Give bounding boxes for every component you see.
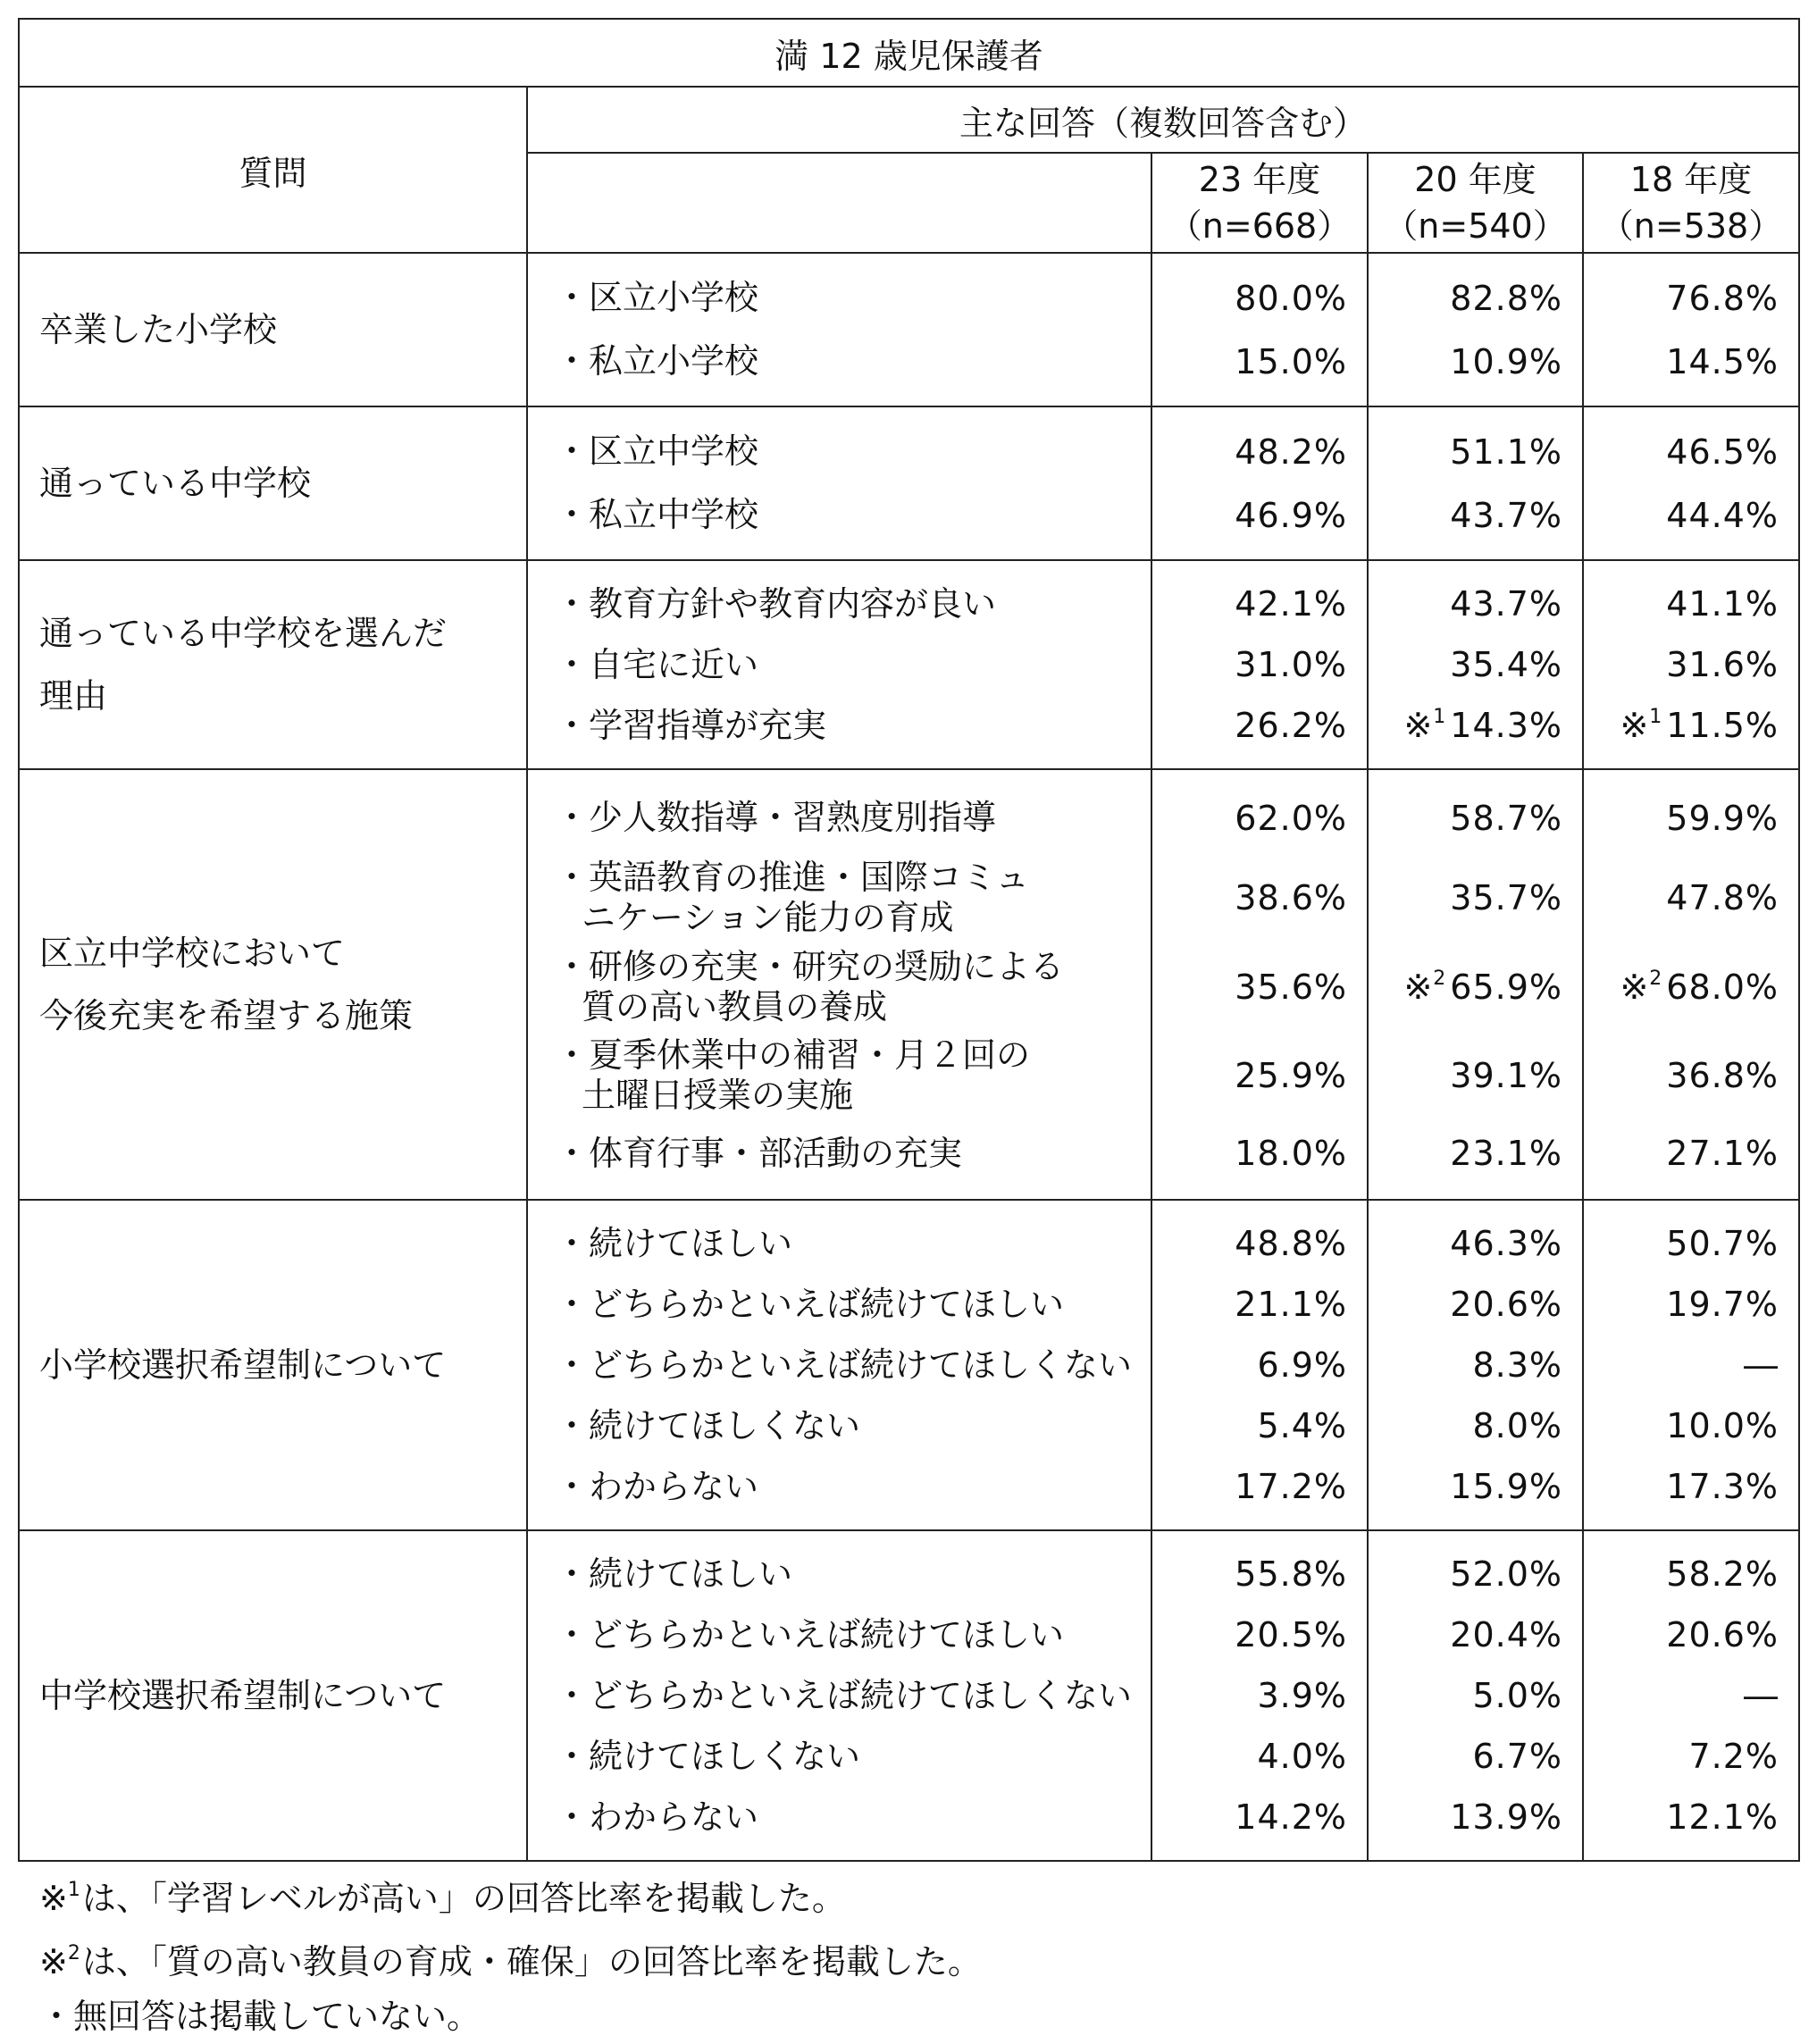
value-cell-v23: [1152, 1395, 1367, 1456]
value-cell-v23: [1152, 1031, 1367, 1120]
value-cell-v18: [1584, 1031, 1798, 1120]
values-column-v18: [1583, 406, 1799, 560]
year-header: [1583, 153, 1799, 253]
answer-text: ・どちらかといえば続けてほしい: [555, 1284, 1065, 1324]
answer-text: ・自宅に近い: [555, 644, 759, 684]
answer-text: ・続けてほしくない: [555, 1405, 861, 1445]
answer-item: [528, 1213, 1151, 1274]
footnote: [39, 1926, 982, 1990]
question-group-row: [19, 1530, 1799, 1861]
answer-item: [528, 1604, 1151, 1665]
percentage-value: 10.9%: [1450, 341, 1562, 381]
percentage-value: 18.0%: [1235, 1134, 1347, 1173]
answer-text: 土曜日授業の実施: [582, 1076, 854, 1115]
question-text: 小学校選択希望制について: [39, 1345, 447, 1385]
value-cell-v23: [1152, 1213, 1367, 1274]
answer-text: ・私立小学校: [555, 341, 759, 381]
percentage-value: 48.8%: [1235, 1224, 1347, 1263]
percentage-value: 35.4%: [1450, 645, 1562, 684]
percentage-value: 3.9%: [1257, 1676, 1347, 1715]
answer-column: [527, 769, 1151, 1200]
value-cell-v18: [1584, 574, 1798, 634]
percentage-value: 7.2%: [1688, 1737, 1779, 1776]
percentage-value: 48.2%: [1235, 431, 1347, 472]
question-cell: [19, 253, 527, 406]
value-cell-v23: [1152, 574, 1367, 634]
values-column-v23: [1151, 769, 1368, 1200]
question-group-row: [19, 1200, 1799, 1530]
percentage-value: 10.0%: [1666, 1406, 1779, 1445]
question-cell: [19, 1200, 527, 1530]
percentage-value: 19.7%: [1666, 1285, 1779, 1324]
value-cell-v18: [1584, 1726, 1798, 1787]
sample-size: （n=668）: [1168, 206, 1352, 246]
answer-text: ・体育行事・部活動の充実: [555, 1133, 963, 1173]
percentage-value: 15.9%: [1450, 1467, 1562, 1506]
percentage-value: 82.8%: [1450, 278, 1562, 318]
percentage-value: 52.0%: [1450, 1554, 1562, 1594]
value-cell-v20: [1369, 853, 1582, 942]
footnote: [39, 1863, 982, 1926]
percentage-value: ―: [1744, 1676, 1779, 1715]
percentage-value: 35.6%: [1235, 967, 1347, 1007]
values-column-v23: [1151, 1530, 1368, 1861]
value-cell-v20: [1369, 1031, 1582, 1120]
answer-text: ・少人数指導・習熟度別指導: [555, 798, 997, 837]
answer-text: ・どちらかといえば続けてほしくない: [555, 1675, 1133, 1715]
percentage-value: 55.8%: [1235, 1554, 1347, 1594]
value-cell-v18: [1584, 783, 1798, 853]
percentage-value: 14.3%: [1450, 706, 1562, 745]
value-cell-v23: [1152, 1120, 1367, 1186]
percentage-value: 15.0%: [1235, 341, 1347, 381]
value-cell-v23: [1152, 1665, 1367, 1726]
value-cell-v20: [1369, 1726, 1582, 1787]
percentage-value: 35.7%: [1450, 878, 1562, 917]
answer-text: ・英語教育の推進・国際コミュ: [555, 858, 1030, 897]
percentage-value: 58.2%: [1666, 1554, 1779, 1594]
question-cell: [19, 1530, 527, 1861]
year-header: [1368, 153, 1583, 253]
values-column-v20: [1368, 560, 1583, 769]
note-number: 2: [1433, 967, 1447, 990]
value-cell-v20: [1369, 1665, 1582, 1726]
footnote-text: ・無回答は掲載していない。: [39, 1997, 481, 2036]
question-text: 通っている中学校: [39, 464, 312, 503]
value-cell-v18: [1584, 330, 1798, 393]
answer-item: [528, 634, 1151, 695]
percentage-value: 20.6%: [1666, 1615, 1779, 1654]
survey-table: [18, 18, 1800, 1862]
note-mark: ※: [39, 1879, 68, 1918]
value-cell-v18: [1584, 483, 1798, 547]
percentage-value: 17.3%: [1666, 1467, 1779, 1506]
percentage-value: 14.5%: [1666, 341, 1779, 381]
answer-item: [528, 1665, 1151, 1726]
answer-item: [528, 1274, 1151, 1335]
question-text: 卒業した小学校: [39, 310, 278, 349]
answer-text: ・区立小学校: [555, 278, 759, 317]
value-cell-v20: [1369, 1787, 1582, 1847]
value-cell-v20: [1369, 783, 1582, 853]
value-cell-v18: [1584, 1395, 1798, 1456]
answer-item: [528, 330, 1151, 393]
values-column-v20: [1368, 406, 1583, 560]
percentage-value: 47.8%: [1666, 878, 1779, 917]
answer-text: ・どちらかといえば続けてほしくない: [555, 1345, 1133, 1385]
answer-text: ・わからない: [555, 1797, 759, 1837]
value-cell-v23: [1152, 1335, 1367, 1395]
note-number: 2: [67, 1942, 80, 1964]
values-column-v18: [1583, 769, 1799, 1200]
value-cell-v20: [1369, 1544, 1582, 1604]
percentage-value: 4.0%: [1257, 1737, 1347, 1776]
percentage-value: 58.7%: [1450, 798, 1562, 838]
value-cell-v23: [1152, 853, 1367, 942]
percentage-value: 80.0%: [1235, 278, 1347, 318]
answer-item: [528, 1120, 1151, 1186]
value-cell-v18: [1584, 1335, 1798, 1395]
sample-size: （n=538）: [1599, 206, 1783, 246]
percentage-value: 31.0%: [1235, 645, 1347, 684]
percentage-value: 12.1%: [1666, 1797, 1779, 1837]
percentage-value: 42.1%: [1235, 584, 1347, 624]
question-text: 今後充実を希望する施策: [39, 996, 414, 1035]
value-cell-v23: [1152, 695, 1367, 756]
value-cell-v18: [1584, 420, 1798, 483]
percentage-value: 27.1%: [1666, 1134, 1779, 1173]
value-cell-v20: [1369, 1213, 1582, 1274]
value-cell-v18: [1584, 1787, 1798, 1847]
value-cell-v20: [1369, 483, 1582, 547]
value-cell-v20: [1369, 1604, 1582, 1665]
answer-item: [528, 1787, 1151, 1847]
percentage-value: 17.2%: [1235, 1467, 1347, 1506]
values-column-v18: [1583, 1200, 1799, 1530]
percentage-value: 65.9%: [1450, 967, 1562, 1007]
answer-text: ・私立中学校: [555, 495, 759, 534]
answer-item: [528, 1726, 1151, 1787]
percentage-value: 8.0%: [1472, 1406, 1562, 1445]
percentage-value: 8.3%: [1472, 1345, 1562, 1385]
question-group-row: [19, 560, 1799, 769]
answer-item: [528, 783, 1151, 853]
answer-text: ニケーション能力の育成: [582, 898, 954, 937]
percentage-value: 5.0%: [1472, 1676, 1562, 1715]
percentage-value: 20.5%: [1235, 1615, 1347, 1654]
answer-column: [527, 1200, 1151, 1530]
value-cell-v23: [1152, 783, 1367, 853]
values-column-v20: [1368, 1530, 1583, 1861]
year-header: [1151, 153, 1368, 253]
answer-text: ・どちらかといえば続けてほしい: [555, 1614, 1065, 1654]
survey-table-wrapper: [18, 18, 1798, 1862]
question-text: 通っている中学校を選んだ: [39, 614, 448, 653]
answer-item: [528, 1456, 1151, 1517]
footnote-text: は、「学習レベルが高い」の回答比率を掲載した。: [81, 1879, 846, 1918]
answer-text: ・夏季休業中の補習・月２回の: [555, 1035, 1031, 1075]
answer-text: 質の高い教員の養成: [582, 986, 888, 1026]
note-mark: ※: [39, 1942, 68, 1981]
sample-size: （n=540）: [1384, 206, 1567, 246]
value-cell-v20: [1369, 1456, 1582, 1517]
percentage-value: 43.7%: [1450, 495, 1562, 535]
percentage-value: 6.9%: [1257, 1345, 1347, 1385]
value-cell-v23: [1152, 266, 1367, 330]
values-column-v23: [1151, 560, 1368, 769]
answer-item: [528, 942, 1151, 1031]
note-mark: ※: [1403, 706, 1434, 745]
question-group-row: [19, 406, 1799, 560]
percentage-value: 46.9%: [1235, 495, 1347, 535]
note-mark: ※: [1620, 967, 1650, 1007]
note-mark: ※: [1620, 706, 1650, 745]
value-cell-v23: [1152, 1274, 1367, 1335]
value-cell-v20: [1369, 695, 1582, 756]
percentage-value: ―: [1744, 1345, 1779, 1385]
answer-item: [528, 695, 1151, 756]
value-cell-v23: [1152, 483, 1367, 547]
values-column-v23: [1151, 253, 1368, 406]
answer-label-blank-cell: [527, 153, 1151, 253]
footnote: [39, 1990, 982, 2044]
value-cell-v23: [1152, 1787, 1367, 1847]
value-cell-v18: [1584, 695, 1798, 756]
year-label: 23 年度: [1198, 160, 1321, 199]
note-number: 1: [67, 1879, 80, 1901]
percentage-value: 25.9%: [1235, 1056, 1347, 1095]
value-cell-v18: [1584, 266, 1798, 330]
answer-text: ・続けてほしくない: [555, 1736, 861, 1776]
percentage-value: 43.7%: [1450, 584, 1562, 624]
percentage-value: 38.6%: [1235, 878, 1347, 917]
percentage-value: 41.1%: [1666, 584, 1779, 624]
value-cell-v23: [1152, 420, 1367, 483]
value-cell-v20: [1369, 330, 1582, 393]
footnotes: [39, 1863, 982, 2044]
answer-item: [528, 266, 1151, 330]
question-cell: [19, 406, 527, 560]
percentage-value: 21.1%: [1235, 1285, 1347, 1324]
percentage-value: 68.0%: [1666, 967, 1779, 1007]
value-cell-v23: [1152, 634, 1367, 695]
value-cell-v18: [1584, 1544, 1798, 1604]
question-cell: [19, 560, 527, 769]
question-text: 中学校選択希望制について: [39, 1676, 447, 1715]
value-cell-v18: [1584, 634, 1798, 695]
percentage-value: 6.7%: [1472, 1737, 1562, 1776]
value-cell-v18: [1584, 1120, 1798, 1186]
answer-item: [528, 1031, 1151, 1120]
value-cell-v18: [1584, 1274, 1798, 1335]
answer-item: [528, 574, 1151, 634]
year-label: 20 年度: [1414, 160, 1536, 199]
values-column-v23: [1151, 1200, 1368, 1530]
percentage-value: 36.8%: [1666, 1056, 1779, 1095]
value-cell-v18: [1584, 1665, 1798, 1726]
value-cell-v23: [1152, 1604, 1367, 1665]
value-cell-v18: [1584, 1604, 1798, 1665]
value-cell-v23: [1152, 942, 1367, 1031]
percentage-value: 23.1%: [1450, 1134, 1562, 1173]
percentage-value: 51.1%: [1450, 431, 1562, 472]
answer-header: 主な回答（複数回答含む）: [527, 87, 1799, 153]
values-column-v20: [1368, 1200, 1583, 1530]
note-number: 1: [1649, 706, 1663, 728]
value-cell-v20: [1369, 266, 1582, 330]
percentage-value: 62.0%: [1235, 798, 1347, 838]
answer-column: [527, 1530, 1151, 1861]
value-cell-v23: [1152, 1726, 1367, 1787]
question-cell: [19, 769, 527, 1200]
answer-text: ・教育方針や教育内容が良い: [555, 583, 997, 624]
answer-item: [528, 420, 1151, 483]
percentage-value: 13.9%: [1450, 1797, 1562, 1837]
value-cell-v20: [1369, 1274, 1582, 1335]
percentage-value: 20.4%: [1450, 1615, 1562, 1654]
year-label: 18 年度: [1629, 160, 1753, 199]
answer-column: [527, 253, 1151, 406]
percentage-value: 59.9%: [1666, 798, 1779, 838]
value-cell-v23: [1152, 1456, 1367, 1517]
percentage-value: 5.4%: [1257, 1406, 1347, 1445]
question-text: 理由: [39, 676, 108, 716]
value-cell-v20: [1369, 634, 1582, 695]
value-cell-v18: [1584, 942, 1798, 1031]
value-cell-v20: [1369, 1335, 1582, 1395]
answer-item: [528, 483, 1151, 547]
answer-column: [527, 406, 1151, 560]
note-mark: ※: [1403, 967, 1434, 1007]
answer-item: [528, 853, 1151, 942]
question-text: 区立中学校において: [39, 934, 346, 973]
value-cell-v18: [1584, 1456, 1798, 1517]
percentage-value: 26.2%: [1235, 706, 1347, 745]
percentage-value: 14.2%: [1235, 1797, 1347, 1837]
answer-column: [527, 560, 1151, 769]
values-column-v20: [1368, 253, 1583, 406]
answer-text: ・研修の充実・研究の奨励による: [555, 946, 1065, 986]
values-column-v20: [1368, 769, 1583, 1200]
percentage-value: 46.3%: [1450, 1224, 1562, 1263]
value-cell-v20: [1369, 942, 1582, 1031]
value-cell-v18: [1584, 1213, 1798, 1274]
answer-item: [528, 1335, 1151, 1395]
values-column-v23: [1151, 406, 1368, 560]
percentage-value: 50.7%: [1666, 1224, 1779, 1263]
percentage-value: 11.5%: [1666, 706, 1779, 745]
question-header: 質問: [19, 87, 527, 253]
table-title: 満 12 歳児保護者: [19, 19, 1799, 87]
footnote-text: は、「質の高い教員の育成・確保」の回答比率を掲載した。: [81, 1942, 982, 1981]
value-cell-v23: [1152, 330, 1367, 393]
note-number: 1: [1433, 706, 1447, 728]
percentage-value: 46.5%: [1666, 431, 1779, 472]
value-cell-v20: [1369, 1395, 1582, 1456]
answer-text: ・学習指導が充実: [555, 705, 827, 745]
percentage-value: 20.6%: [1450, 1285, 1562, 1324]
values-column-v18: [1583, 253, 1799, 406]
percentage-value: 44.4%: [1666, 495, 1779, 535]
values-column-v18: [1583, 560, 1799, 769]
answer-text: ・区立中学校: [555, 431, 759, 471]
percentage-value: 31.6%: [1666, 645, 1779, 684]
answer-item: [528, 1395, 1151, 1456]
value-cell-v20: [1369, 574, 1582, 634]
question-group-row: [19, 253, 1799, 406]
value-cell-v23: [1152, 1544, 1367, 1604]
value-cell-v20: [1369, 420, 1582, 483]
answer-text: ・続けてほしい: [555, 1554, 793, 1594]
value-cell-v20: [1369, 1120, 1582, 1186]
percentage-value: 39.1%: [1450, 1056, 1562, 1095]
answer-item: [528, 1544, 1151, 1604]
values-column-v18: [1583, 1530, 1799, 1861]
value-cell-v18: [1584, 853, 1798, 942]
question-group-row: [19, 769, 1799, 1200]
percentage-value: 76.8%: [1666, 278, 1779, 318]
answer-text: ・続けてほしい: [555, 1223, 793, 1263]
note-number: 2: [1649, 967, 1663, 990]
answer-text: ・わからない: [555, 1466, 759, 1506]
